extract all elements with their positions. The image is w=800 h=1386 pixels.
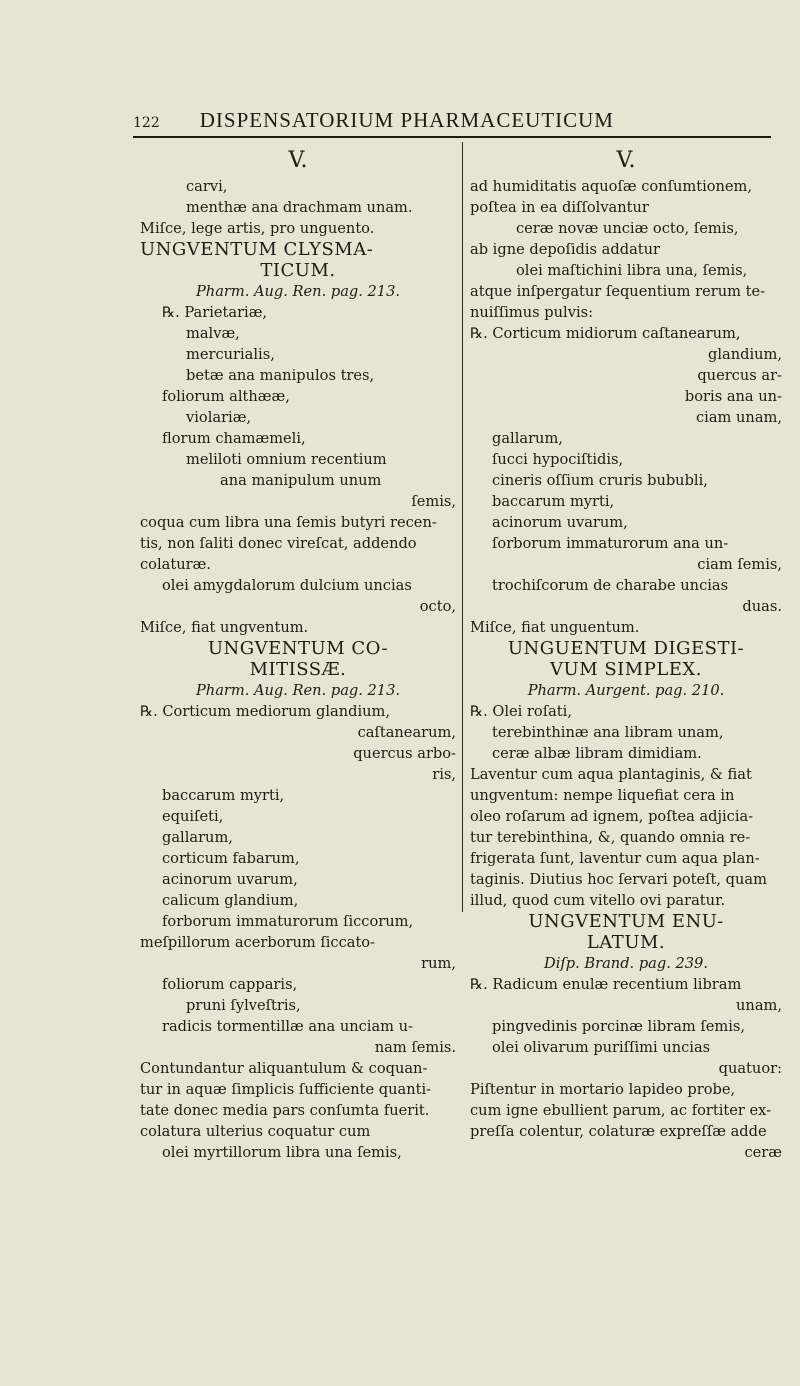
heading-line: UNGUENTUM DIGESTI- [507, 638, 745, 659]
text-line: atque inſpergatur ſequentium rerum te- [470, 283, 766, 300]
column-divider [462, 142, 463, 912]
text-line: corticum fabarum, [162, 850, 300, 867]
text-line: malvæ, [186, 325, 240, 342]
heading-line: UNGVENTUM ENU- [528, 911, 724, 932]
right-column [470, 146, 782, 1163]
text-line: meliloti omnium recentium [186, 451, 387, 468]
text-line: caſtanearum, [357, 724, 456, 741]
page-header [133, 108, 713, 138]
text-line: carvi, [186, 178, 228, 195]
text-line: quercus arbo- [353, 745, 456, 762]
text-line: rum, [421, 955, 456, 972]
section-letter: V. [616, 148, 636, 173]
text-line: ris, [432, 766, 456, 783]
text-line: acinorum uvarum, [492, 514, 628, 531]
text-line: colaturæ. [140, 556, 211, 573]
text-line: Laventur cum aqua plantaginis, & fiat [470, 766, 752, 783]
text-line: cum igne ebullient parum, ac fortiter ex- [470, 1102, 772, 1119]
source-reference: Pharm. Aug. Ren. pag. 213. [195, 283, 401, 300]
text-line: baccarum myrti, [492, 493, 615, 510]
left-column [140, 146, 456, 1163]
text-line: florum chamæmeli, [162, 430, 306, 447]
text-line: duas. [742, 598, 782, 615]
text-line: forborum immaturorum ſiccorum, [162, 913, 414, 930]
text-line: quercus ar- [697, 367, 782, 384]
heading-line: TICUM. [260, 260, 336, 281]
text-line: ad humiditatis aquoſæ conſumtionem, [470, 178, 753, 195]
text-line: nam ſemis. [374, 1039, 456, 1056]
text-line: menthæ ana drachmam unam. [186, 199, 413, 216]
text-line: Contundantur aliquantulum & coquan- [140, 1060, 428, 1077]
text-line: tis, non ſaliti donec vireſcat, addendo [140, 535, 417, 552]
text-line: ceræ novæ unciæ octo, ſemis, [516, 220, 739, 237]
text-line: radicis tormentillæ ana unciam u- [162, 1018, 413, 1035]
text-line: Miſce, lege artis, pro unguento. [140, 220, 375, 237]
text-line: Miſce, fiat ungventum. [140, 619, 309, 636]
heading-line: VUM SIMPLEX. [550, 659, 702, 680]
text-line: foliorum althææ, [162, 388, 290, 405]
text-line: ℞. Corticum mediorum glandium, [140, 703, 390, 720]
running-head: DISPENSATORIUM PHARMACEUTICUM [199, 108, 614, 132]
page-number: 122 [133, 115, 160, 131]
text-line: ſemis, [411, 493, 456, 510]
text-line: calicum glandium, [162, 892, 299, 909]
text-line: Piſtentur in mortario lapideo probe, [470, 1081, 736, 1098]
text-line: unam, [736, 997, 782, 1014]
heading-line: UNGVENTUM CO- [207, 638, 389, 659]
text-line: ℞. Parietariæ, [162, 304, 268, 321]
text-line: foliorum capparis, [162, 976, 298, 993]
text-line: preſſa colentur, colaturæ expreſſæ adde [470, 1123, 767, 1140]
text-line: trochiſcorum de charabe uncias [492, 577, 729, 594]
text-line: gallarum, [162, 829, 233, 846]
heading-line: UNGVENTUM CLYSMA- [140, 239, 374, 260]
text-line: oleo roſarum ad ignem, poſtea adjicia- [470, 808, 754, 825]
text-line: acinorum uvarum, [162, 871, 298, 888]
source-reference: Pharm. Aurgent. pag. 210. [527, 682, 725, 699]
text-line: ℞. Olei roſati, [470, 703, 572, 720]
text-line: ſorborum immaturorum ana un- [492, 535, 729, 552]
text-line: mercurialis, [186, 346, 275, 363]
text-line: ab igne depoſidis addatur [470, 241, 661, 258]
heading-line: MITISSÆ. [249, 659, 347, 680]
heading-line: LATUM. [586, 932, 666, 953]
text-line: olei amygdalorum dulcium uncias [162, 577, 412, 594]
text-line: colatura ulterius coquatur cum [140, 1123, 371, 1140]
source-reference: Pharm. Aug. Ren. pag. 213. [195, 682, 401, 699]
text-line: illud, quod cum vitello ovi paratur. [470, 892, 726, 909]
text-line: pruni ſylveſtris, [186, 997, 301, 1014]
header-rule [133, 136, 771, 138]
section-letter: V. [288, 148, 308, 173]
text-line: coqua cum libra una ſemis butyri recen- [140, 514, 437, 531]
text-line: ungventum: nempe liquefiat cera in [470, 787, 735, 804]
text-line: tate donec media pars conſumta fuerit. [140, 1102, 430, 1119]
text-line: baccarum myrti, [162, 787, 285, 804]
text-line: ceræ albæ libram dimidiam. [492, 745, 702, 762]
text-line: tur in aquæ ſimplicis ſufficiente quanti- [140, 1081, 432, 1098]
text-line: taginis. Diutius hoc ſervari poteſt, quam [470, 871, 767, 888]
text-line: frigerata ſunt, laventur cum aqua plan- [470, 850, 760, 867]
text-line: boris ana un- [684, 388, 782, 405]
text-line: Miſce, fiat unguentum. [470, 619, 640, 636]
text-line: olei maſtichini libra una, ſemis, [516, 262, 748, 279]
text-line: pingvedinis porcinæ libram ſemis, [492, 1018, 746, 1035]
source-reference: Diſp. Brand. pag. 239. [544, 955, 708, 972]
text-line: olei olivarum puriſſimi uncias [492, 1039, 711, 1056]
text-line: violariæ, [186, 409, 252, 426]
text-line: ana manipulum unum [220, 472, 382, 489]
text-line: quatuor: [718, 1060, 782, 1077]
text-line: ℞. Radicum enulæ recentium libram [470, 976, 742, 993]
text-line: ciam unam, [696, 409, 782, 426]
text-line: tur terebinthina, &, quando omnia re- [470, 829, 751, 846]
text-line: ℞. Corticum midiorum caſtanearum, [470, 325, 741, 342]
text-line: equiſeti, [162, 808, 224, 825]
text-line: ſucci hypociſtidis, [492, 451, 624, 468]
text-line: betæ ana manipulos tres, [186, 367, 375, 384]
text-line: octo, [419, 598, 456, 615]
text-line: ciam ſemis, [697, 556, 782, 573]
text-line: meſpillorum acerborum ſiccato- [140, 934, 376, 951]
text-line: glandium, [708, 346, 782, 363]
text-line: terebinthinæ ana libram unam, [492, 724, 724, 741]
text-line: ceræ [744, 1144, 782, 1161]
text-line: cineris oſſium cruris bububli, [492, 472, 708, 489]
text-line: nuiſſimus pulvis: [470, 304, 594, 321]
text-line: poſtea in ea diſſolvantur [470, 199, 649, 216]
text-line: gallarum, [492, 430, 563, 447]
text-line: olei myrtillorum libra una ſemis, [162, 1144, 402, 1161]
